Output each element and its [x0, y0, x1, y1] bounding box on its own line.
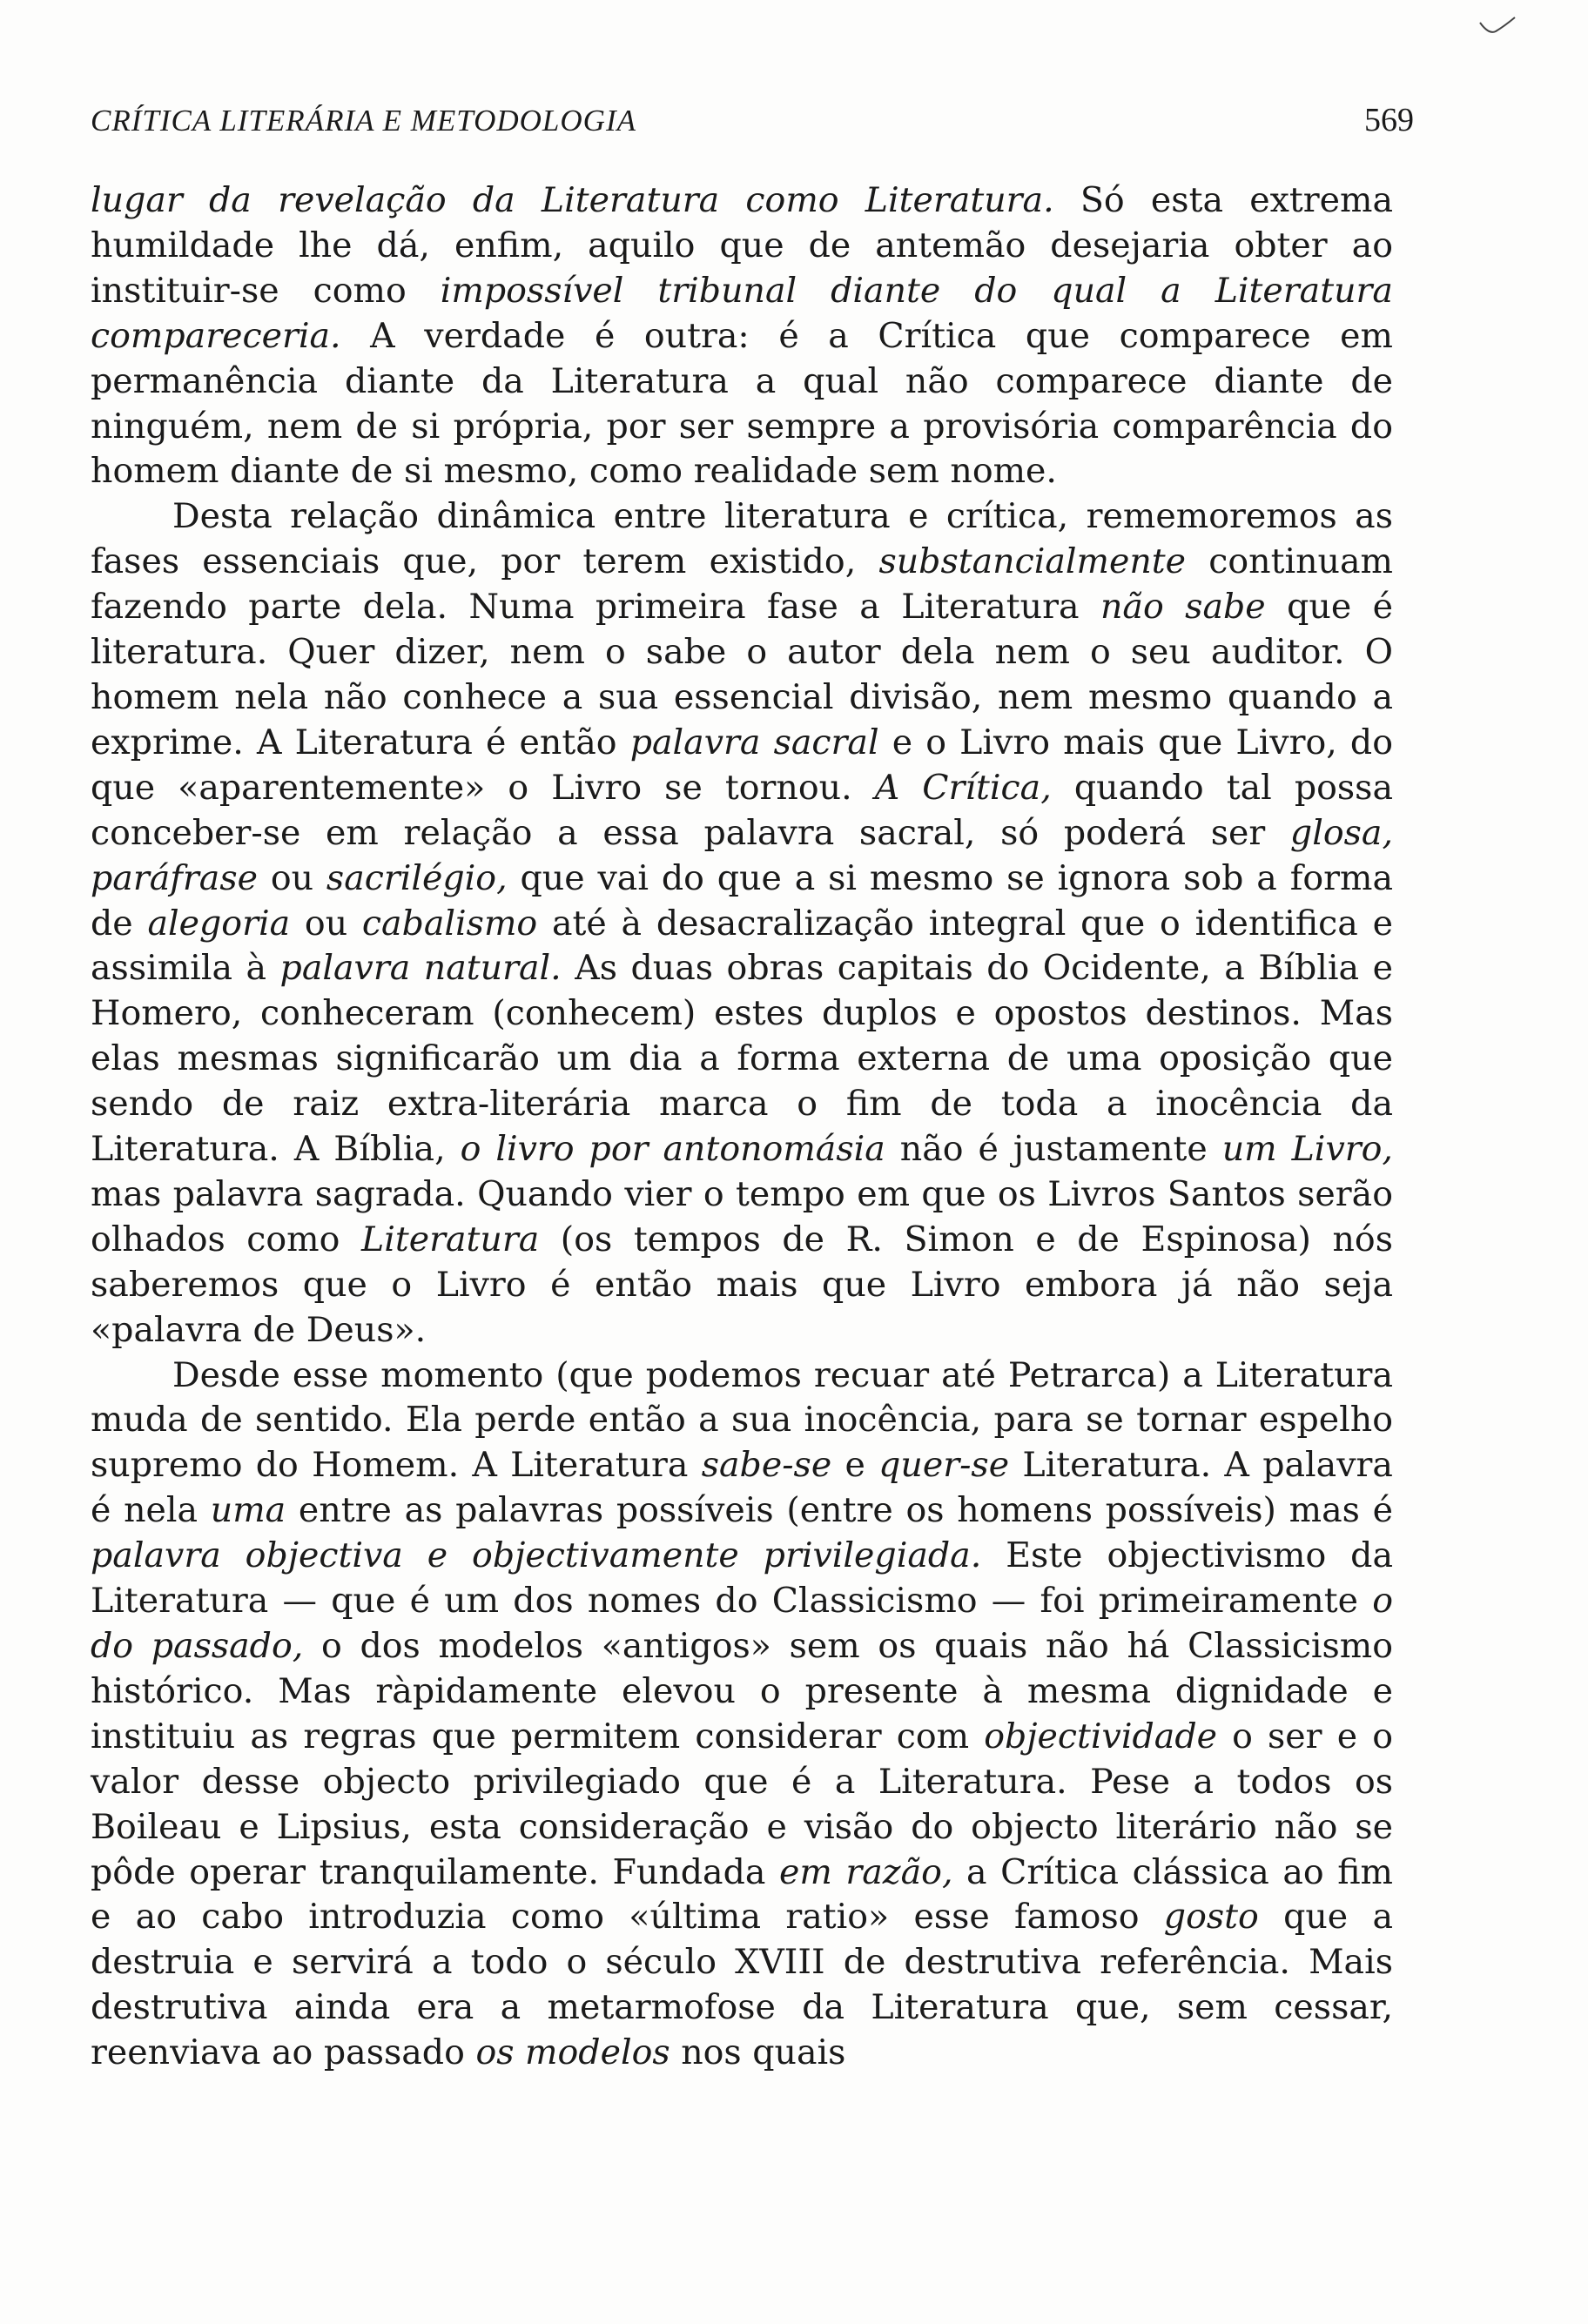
- italic-run: não sabe: [1100, 587, 1266, 628]
- paragraph: [91, 178, 1393, 494]
- italic-run: cabalismo: [361, 903, 538, 944]
- text-run: o ser e o valor desse objecto privilegiado que é a Literatura. Pese a todos os Boileau e Lipsius, esta consideração e visão do objecto literário não se pôde operar tranquilamente. Fundada: [91, 1716, 1393, 1892]
- italic-run: gosto: [1163, 1897, 1259, 1938]
- page-number: 569: [1364, 102, 1414, 138]
- italic-run: o do passado,: [91, 1581, 1393, 1666]
- text-run: Literatura. A palavra é nela: [91, 1445, 1393, 1531]
- text-run: não é justamente: [885, 1129, 1222, 1170]
- text-run: mas palavra sagrada. Quando vier o tempo em que os Livros Santos serão olhados como: [91, 1173, 1393, 1259]
- text-run: até à desacralização integral que o identifica e assimila à: [91, 903, 1393, 989]
- text-run: quando tal possa conceber-se em relação a essa palavra sacral, só poderá ser: [91, 767, 1393, 853]
- text-run: nos quais: [670, 2032, 846, 2073]
- text-run: ou: [257, 857, 326, 898]
- text-run: que vai do que a si mesmo se ignora sob a forma de: [91, 857, 1393, 944]
- italic-run: em razão,: [779, 1851, 953, 1892]
- italic-run: palavra sacral: [629, 722, 879, 762]
- text-run: Desde esse momento (que podemos recuar até Petrarca) a Literatura muda de sentido. Ela perde então a sua inocência, para se tornar espelho supremo do Homem. A Literatura: [91, 1354, 1393, 1486]
- italic-run: sabe-se: [701, 1445, 832, 1486]
- text-run: Este objectivismo da Literatura — que é um dos nomes do Classicismo — foi primeiramente: [91, 1535, 1393, 1622]
- text-run: a Crítica clássica ao fim e ao cabo introduzia como «última ratio» esse famoso: [91, 1851, 1393, 1938]
- italic-run: quer-se: [878, 1445, 1010, 1486]
- text-run: o dos modelos «antigos» sem os quais não há Classicismo histórico. Mas ràpidamente elevou o presente à mesma dignidade e instituiu as regras que permitem considerar com: [91, 1626, 1393, 1756]
- text-run: (os tempos de R. Simon e de Espinosa) nós saberemos que o Livro é então mais que Livro embora já não seja «palavra de Deus».: [91, 1219, 1393, 1350]
- italic-run: palavra objectiva e objectivamente privilegiada.: [91, 1535, 982, 1576]
- paragraph: [91, 494, 1393, 1353]
- body-text: [91, 178, 1393, 2076]
- paragraph: [91, 1353, 1393, 2077]
- italic-run: sacrilégio,: [326, 857, 508, 898]
- pencil-tick-mark: [1478, 16, 1517, 37]
- italic-run: alegoria: [147, 903, 291, 944]
- text-run: Desta relação dinâmica entre literatura e crítica, rememoremos as fases essenciais que, por terem existido,: [91, 496, 1393, 582]
- italic-run: glosa, paráfrase: [91, 812, 1393, 898]
- italic-run: uma: [210, 1490, 286, 1531]
- italic-run: lugar da revelação da Literatura como Literatura.: [91, 180, 1054, 220]
- running-header: [91, 101, 1414, 153]
- text-run: ou: [290, 903, 362, 944]
- text-run: e: [831, 1445, 879, 1486]
- italic-run: impossível tribunal diante do qual a Literatura compareceria.: [91, 270, 1393, 356]
- italic-run: substancialmente: [878, 541, 1187, 582]
- running-header-title: CRÍTICA LITERÁRIA E METODOLOGIA: [91, 104, 636, 138]
- text-run: e o Livro mais que Livro, do que «aparentemente» o Livro se tornou.: [91, 722, 1393, 808]
- italic-run: palavra natural.: [279, 948, 562, 989]
- italic-run: A Crítica,: [874, 767, 1052, 808]
- italic-run: o livro por antonomásia: [460, 1129, 885, 1170]
- text-run: Só esta extrema humildade lhe dá, enfim, aquilo que de antemão desejaria obter ao instituir-se como: [91, 180, 1393, 311]
- italic-run: os modelos: [475, 2032, 670, 2073]
- text-run: continuam fazendo parte dela. Numa primeira fase a Literatura: [91, 541, 1393, 628]
- text-run: que é literatura. Quer dizer, nem o sabe o autor dela nem o seu auditor. O homem nela não conhece a sua essencial divisão, nem mesmo quando a exprime. A Literatura é então: [91, 587, 1393, 762]
- text-run: As duas obras capitais do Ocidente, a Bíblia e Homero, conheceram (conhecem) estes duplos e opostos destinos. Mas elas mesmas significarão um dia a forma externa de uma oposição que sendo de raiz extra-literária marca o fim de toda a inocência da Literatura. A Bíblia,: [91, 948, 1393, 1170]
- italic-run: Literatura: [360, 1219, 540, 1259]
- italic-run: objectividade: [984, 1716, 1217, 1756]
- text-run: entre as palavras possíveis (entre os homens possíveis) mas é: [286, 1490, 1393, 1531]
- italic-run: um Livro,: [1221, 1129, 1393, 1170]
- text-run: que a destruia e servirá a todo o século XVIII de destrutiva referência. Mais destrutiva ainda era a metarmofose da Literatura que, sem cessar, reenviava ao passado: [91, 1897, 1393, 2073]
- text-run: A verdade é outra: é a Crítica que comparece em permanência diante da Literatura a qual não comparece diante de ninguém, nem de si própria, por ser sempre a provisória comparência do homem diante de si mesmo, como realidade sem nome.: [91, 315, 1393, 492]
